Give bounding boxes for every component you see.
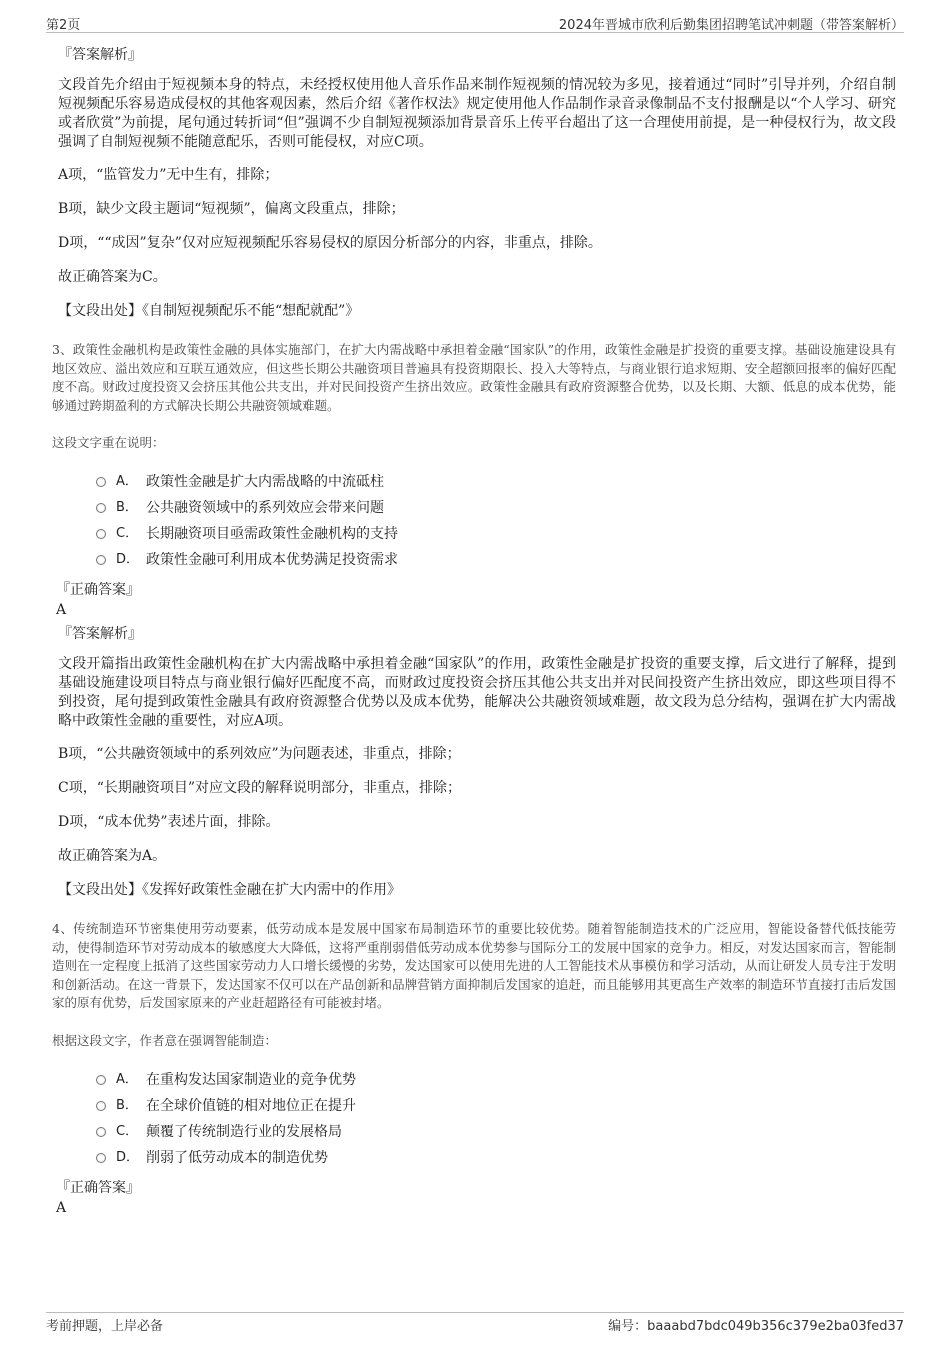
option-c[interactable] [96,1119,896,1145]
option-b[interactable] [96,1093,896,1119]
option-letter: D． [116,552,140,567]
question-3 [52,341,896,900]
answer-label: 『正确答案』 [56,582,140,598]
question-4 [52,920,896,1217]
option-text: 在全球价值链的相对地位正在提升 [146,1097,356,1114]
option-a[interactable] [96,469,896,495]
page-content [52,46,896,1219]
analysis-conclusion: 故正确答案为A。 [58,848,167,864]
question-text: 4、传统制造环节密集使用劳动要素，低劳动成本是发展中国家布局制造环节的重要比较优势。随着智能制造技术的广泛应用，智能设备替代低技能劳动，使得制造环节对劳动成本的敏感度大大降低，这将严重削弱借低劳动成本优势参与国际分工的发展中国家的竞争力。相反，对发达国家而言，智能制造则在一定程度上抵消了这些国家劳动力人口增长缓慢的劣势，发达国家可以使用先进的人工智能技术从事模仿和学习活动，从而让研发人员专注于发明和创新活动。在这一背景下，发达国家不仅可以在产品创新和品牌营销方面抑制后发国家的追赶，而且能够用其更高生产效率的制造环节直接打击后发国家的原有优势，后发国家原来的产业赶超路径有可能被封堵。 [52,921,896,1010]
radio-button[interactable] [96,1101,106,1111]
radio-button[interactable] [96,1153,106,1163]
analysis-line: D项，““成因”复杂”仅对应短视频配乐容易侵权的原因分析部分的内容，非重点，排除。 [58,235,602,251]
option-letter: C． [116,1123,139,1139]
analysis-text: 文段开篇指出政策性金融机构在扩大内需战略中承担着金融“国家队”的作用，政策性金融是扩投资的重要支撑，后文进行了解释，提到基础设施建设项目特点与商业银行偏好匹配度不高，而财政过度投资会挤压其他公共支出并对民间投资产生挤出效应，即这些项目得不到投资，尾句提到政策性金融具有政府资源整合优势以及成本优势，能解决公共融资领域难题，故文段为总分结构，强调在扩大内需战略中政策性金融的重要性，对应A项。 [58,656,896,729]
footer-slogan: 考前押题，上岸必备 [46,1319,164,1334]
analysis-label: 『答案解析』 [58,47,142,63]
radio-button[interactable] [96,555,106,565]
document-title: 2024年晋城市欣利后勤集团招聘笔试冲刺题（带答案解析） [558,18,904,33]
radio-button[interactable] [96,1127,106,1137]
option-list [96,1067,896,1171]
option-text: 颠覆了传统制造行业的发展格局 [146,1123,342,1140]
analysis-label: 『答案解析』 [58,626,142,642]
radio-button[interactable] [96,503,106,513]
analysis-text: 文段首先介绍由于短视频本身的特点，未经授权使用他人音乐作品来制作短视频的情况较为多见，接着通过“同时”引导并列，介绍自制短视频配乐容易造成侵权的其他客观因素，然后介绍《著作权法》规定使用他人作品制作录音录像制品不支付报酬是以“个人学习、研究或者欣赏”为前提，尾句通过转折词“但”强调不少自制短视频添加背景音乐上传平台超出了这一合理使用前提，是一种侵权行为，故文段强调了自制短视频不能随意配乐，否则可能侵权，对应C项。 [58,77,896,150]
radio-button[interactable] [96,1075,106,1085]
analysis-line: B项，缺少文段主题词“短视频”，偏离文段重点，排除； [58,201,405,217]
page-footer [46,1312,904,1333]
correct-answer: A [56,602,67,618]
option-letter: C． [116,526,139,541]
option-b[interactable] [96,495,896,521]
correct-answer: A [56,1199,67,1216]
option-text: 削弱了低劳动成本的制造优势 [146,1149,328,1166]
option-a[interactable] [96,1067,896,1093]
radio-button[interactable] [96,477,106,487]
option-d[interactable] [96,1145,896,1171]
option-text: 在重构发达国家制造业的竞争优势 [146,1071,356,1088]
option-text: 政策性金融是扩大内需战略的中流砥柱 [146,474,384,490]
analysis-conclusion: 故正确答案为C。 [58,269,167,285]
analysis-line: C项，“长期融资项目”对应文段的解释说明部分，非重点，排除； [58,780,462,796]
analysis-line: A项，“监管发力”无中生有，排除； [58,167,279,183]
analysis-line: B项，“公共融资领域中的系列效应”为问题表述，非重点，排除； [58,746,461,762]
analysis-line: D项，“成本优势”表述片面，排除。 [58,814,280,830]
option-letter: B． [116,1097,138,1113]
option-c[interactable] [96,521,896,547]
q2-analysis-section [56,46,896,321]
radio-button[interactable] [96,529,106,539]
question-stem: 这段文字重在说明： [52,435,165,450]
passage-source: 【文段出处】《自制短视频配乐不能“想配就配”》 [58,303,360,319]
option-d[interactable] [96,547,896,573]
option-text: 长期融资项目亟需政策性金融机构的支持 [146,526,398,542]
option-list [96,469,896,573]
passage-source: 【文段出处】《发挥好政策性金融在扩大内需中的作用》 [58,882,401,898]
option-letter: B． [116,500,138,515]
question-stem: 根据这段文字，作者意在强调智能制造： [52,1032,278,1048]
page-number: 第2页 [46,18,81,33]
option-letter: D． [116,1149,140,1165]
page-header [46,14,904,33]
option-text: 政策性金融可利用成本优势满足投资需求 [146,552,398,568]
document-serial: 编号：baaabd7bdc049b356c379e2ba03fed37 [608,1319,904,1334]
option-letter: A． [116,1071,138,1087]
option-letter: A． [116,474,138,489]
question-text: 3、政策性金融机构是政策性金融的具体实施部门，在扩大内需战略中承担着金融“国家队”的作用，政策性金融是扩投资的重要支撑。基础设施建设具有地区效应、溢出效应和互联互通效应，但这些长期公共融资项目普遍具有投资期限长、投入大等特点，与商业银行追求短期、安全超额回报率的偏好匹配度不高。财政过度投资又会挤压其他公共支出，并对民间投资产生挤出效应。政策性金融具有政府资源整合优势，以及长期、大额、低息的成本优势，能够通过跨期盈利的方式解决长期公共融资领域难题。 [52,342,896,413]
answer-label: 『正确答案』 [56,1179,140,1196]
option-text: 公共融资领域中的系列效应会带来问题 [146,500,384,516]
